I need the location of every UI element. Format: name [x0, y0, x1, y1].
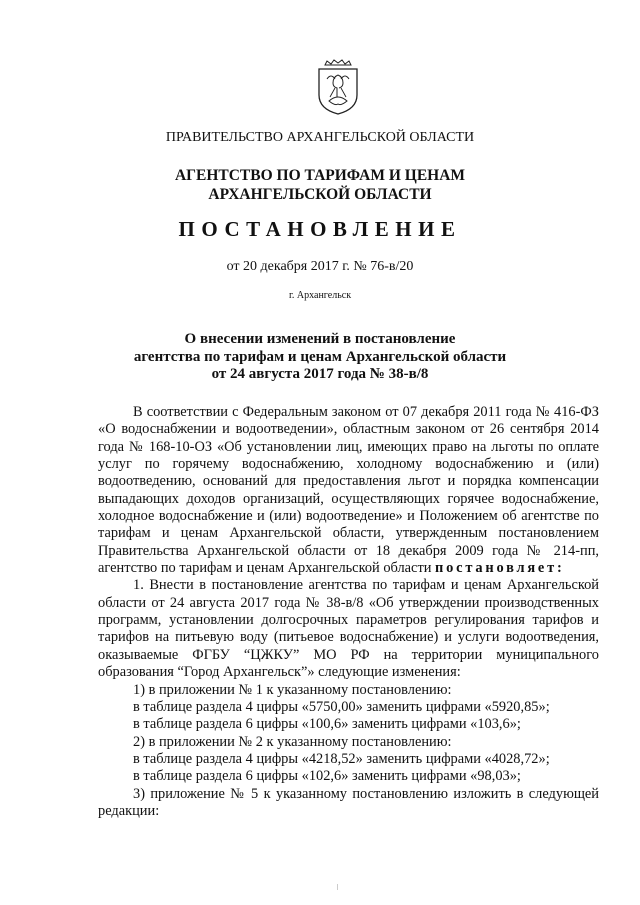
subitem-2-change-b: в таблице раздела 6 цифры «102,6» заменить цифрами «98,03»; [133, 768, 521, 785]
subitem-2: 2) в приложении № 2 к указанному постановлению: [133, 733, 452, 750]
preamble-paragraph [98, 404, 599, 577]
preamble-verb: постановляет: [435, 560, 565, 577]
scan-mark [337, 884, 338, 890]
government-name: ПРАВИТЕЛЬСТВО АРХАНГЕЛЬСКОЙ ОБЛАСТИ [165, 130, 475, 145]
preamble-text: В соответствии с Федеральным законом от 07 декабря 2011 года № 416-ФЗ «О водоснабжении и водоотведении», областным законом от 26 сентября 2014 года № 168-10-ОЗ «Об установлении лиц, имеющих право на льготы по оплате услуг по горячему водоснабжению, холодному водоснабжению и (или) водоотведению, оснований для предоставления льгот и порядка компенсации выпадающих доходов организаций, осуществляющих горячее водоснабжение, холодное водоснабжение и (или) водоотведение» и Положением об агентстве по тарифам и ценам Архангельской области, утвержденным постановлением Правительства Архангельской области от 18 декабря 2009 года № 214-пп, агентство по тарифам и ценам Архангельской области [98, 404, 599, 577]
document-body [98, 404, 599, 820]
subject-line: от 24 августа 2017 года № 38-в/8 [211, 366, 429, 382]
document-date-number: от 20 декабря 2017 г. № 76-в/20 [226, 259, 414, 274]
subitem-1-change-b: в таблице раздела 6 цифры «100,6» заменить цифрами «103,6»; [133, 716, 521, 733]
subject-line: агентства по тарифам и ценам Архангельской области [133, 348, 507, 365]
subitem-1-change-a: в таблице раздела 4 цифры «5750,00» заменить цифрами «5920,85»; [133, 698, 550, 715]
subitem-2-change-a: в таблице раздела 4 цифры «4218,52» заменить цифрами «4028,72»; [133, 750, 550, 767]
coat-of-arms-icon [313, 57, 363, 117]
agency-name-line: АГЕНТСТВО ПО ТАРИФАМ И ЦЕНАМ [174, 167, 466, 184]
agency-name-line: АРХАНГЕЛЬСКОЙ ОБЛАСТИ [208, 186, 432, 203]
subitem-1: 1) в приложении № 1 к указанному постановлению: [133, 681, 452, 698]
subject-line: О внесении изменений в постановление [184, 331, 456, 347]
agency-name [0, 166, 640, 204]
document-subject [0, 331, 640, 384]
item-1-paragraph: 1. Внести в постановление агентства по тарифам и ценам Архангельской области от 24 августа 2017 года № 38-в/8 «Об утверждении производственных программ, установлении долгосрочных параметров регулирования тарифов и тарифов на питьевую воду (питьевое водоснабжение) и услуги водоотведения, оказываемые ФГБУ “ЦЖКУ” МО РФ на территории муниципального образования “Город Архангельск”» следующие изменения: [98, 577, 599, 681]
subitem-3: 3) приложение № 5 к указанному постановлению изложить в следующей редакции: [98, 785, 599, 819]
coat-of-arms-emblem [313, 57, 363, 117]
document-city: г. Архангельск [288, 290, 352, 301]
document-type-title: ПОСТАНОВЛЕНИЕ [178, 217, 462, 241]
